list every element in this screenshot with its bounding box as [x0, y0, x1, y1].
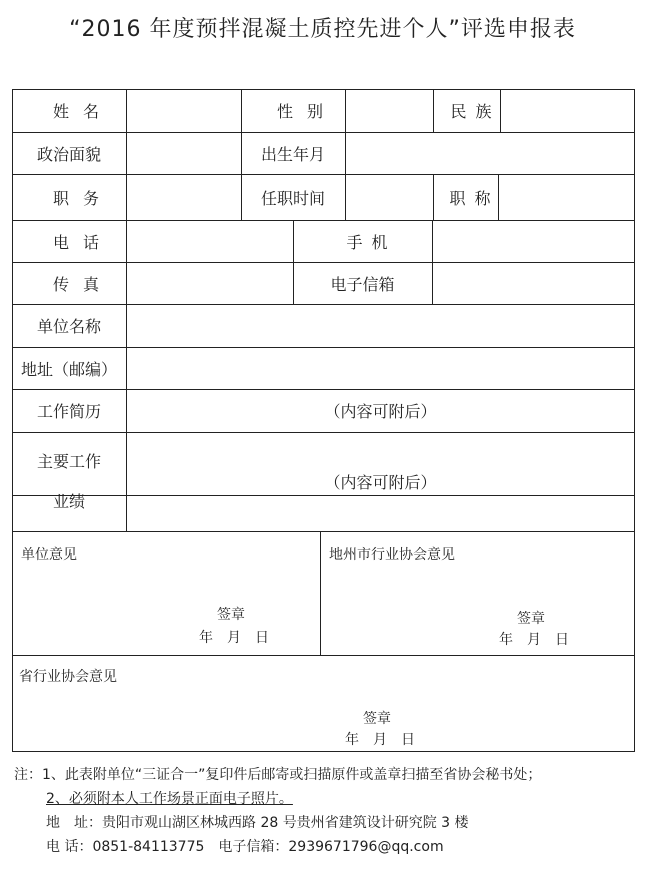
unit-label: 单位名称 [36, 317, 101, 336]
fax-field[interactable] [127, 263, 293, 304]
city-opinion-sign: 签章 [517, 611, 545, 627]
city-opinion-box[interactable] [321, 532, 634, 655]
contact-phone-email: 电 话：0851-84113775 电子信箱：2939671796@qq.com [46, 839, 444, 855]
application-form [12, 89, 635, 752]
name-label: 姓名 [52, 102, 113, 121]
note-line-1: 注：1、此表附单位“三证合一”复印件后邮寄或扫描原件或盖章扫描至省协会秘书处； [14, 767, 542, 783]
tenure-field[interactable] [346, 175, 433, 220]
gender-label: 性别 [276, 102, 337, 121]
city-opinion-date: 年 月 日 [499, 632, 569, 648]
province-opinion-box[interactable] [13, 656, 634, 751]
province-opinion-date: 年 月 日 [345, 732, 415, 748]
province-opinion-label: 省行业协会意见 [19, 669, 117, 685]
achievements-label-line2: 业绩 [52, 491, 85, 511]
phone-field[interactable] [127, 221, 293, 262]
birth-label: 出生年月 [260, 144, 325, 164]
mobile-field[interactable] [433, 221, 634, 262]
province-opinion-sign: 签章 [363, 711, 391, 727]
contact-address: 地 址：贵阳市观山湖区林城西路 28 号贵州省建筑设计研究院 3 楼 [46, 815, 469, 831]
tenure-label: 任职时间 [260, 188, 325, 208]
political-label: 政治面貌 [36, 144, 101, 164]
resume-field[interactable]: （内容可附后） [324, 402, 437, 421]
position-field[interactable] [127, 175, 241, 220]
achievements-label [12, 432, 126, 531]
page-title: “2016 年度预拌混凝土质控先进个人”评选申报表 [69, 17, 576, 42]
birth-field[interactable] [346, 133, 634, 174]
resume-label: 工作简历 [36, 402, 101, 421]
achievements-field[interactable]: （内容可附后） [324, 473, 437, 492]
note-line-2: 2、必须附本人工作场景正面电子照片。 [46, 791, 293, 807]
unit-opinion-date: 年 月 日 [199, 630, 269, 646]
email-label: 电子信箱 [330, 274, 395, 294]
ethnicity-field[interactable] [501, 90, 634, 132]
achievements-label-line1: 主要工作 [36, 451, 101, 471]
unit-field[interactable] [127, 305, 634, 347]
unit-opinion-box[interactable] [13, 532, 320, 655]
email-field[interactable] [433, 263, 634, 304]
unit-opinion-sign: 签章 [217, 607, 245, 623]
phone-label: 电话 [52, 232, 113, 252]
political-field[interactable] [127, 133, 241, 174]
title-label: 职称 [449, 188, 500, 208]
ethnicity-label: 民族 [450, 102, 501, 121]
gender-field[interactable] [346, 90, 433, 132]
position-label: 职务 [52, 188, 113, 208]
title-field[interactable] [499, 175, 634, 220]
notes [14, 763, 639, 859]
mobile-label: 手机 [346, 232, 397, 252]
name-field[interactable] [127, 90, 241, 132]
unit-opinion-label: 单位意见 [21, 547, 77, 563]
address-field[interactable] [127, 348, 634, 389]
address-label: 地址（邮编） [20, 359, 117, 379]
fax-label: 传真 [52, 274, 113, 294]
city-opinion-label: 地州市行业协会意见 [329, 547, 455, 563]
